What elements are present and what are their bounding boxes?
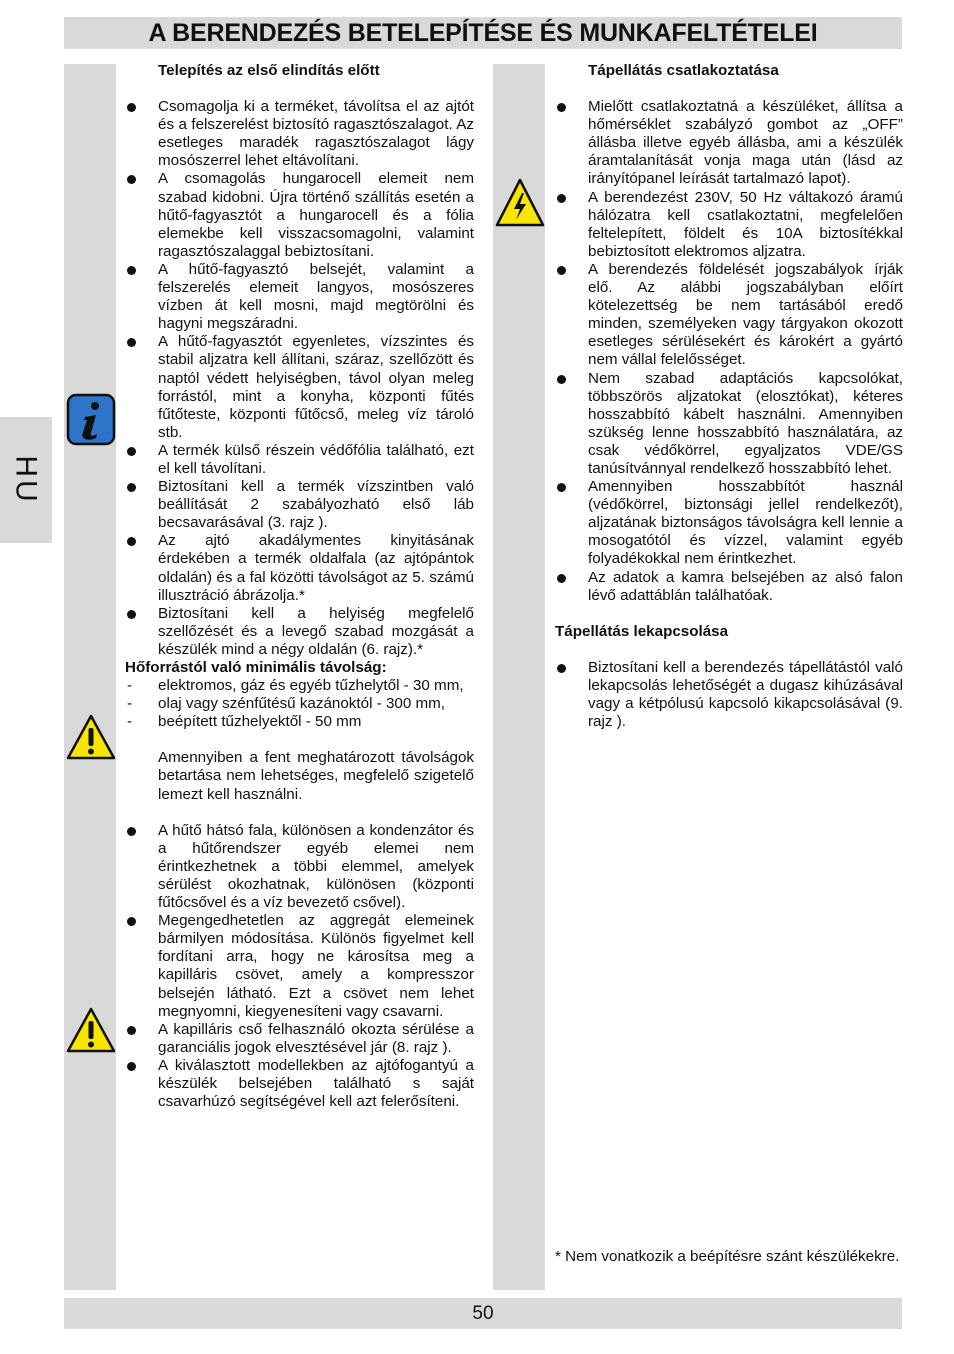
section-heading-power-disconnection: Tápellátás lekapcsolása <box>555 622 729 640</box>
page-number: 50 <box>472 1302 494 1324</box>
list-item: Az adatok a kamra belsejében az alsó falon lévő adattáblán találhatóak. <box>555 569 903 605</box>
list-item: A kapilláris cső felhasználó okozta sérülése a garanciális jogok elvesztésével jár (8. rajz ). <box>125 1021 474 1057</box>
list-item: Az ajtó akadálymentes kinyitásának érdekében a termék oldalfala (az ajtópántok oldalán) és a fal közötti távolságot az 5. számú illusztráció ábrázolja.* <box>125 532 474 604</box>
language-label: HU <box>10 455 43 505</box>
list-item: A termék külső részein védőfólia található, ezt el kell távolítani. <box>125 442 474 478</box>
right-column <box>555 62 903 731</box>
list-item: A berendezést 230V, 50 Hz váltakozó áramú hálózatra kell csatlakoztatni, megfelelően feltelepített, földelt és 10A biztosítékkal bebiztosított elektromos aljzatra. <box>555 189 903 261</box>
list-item: Mielőtt csatlakoztatná a készüléket, állítsa a hőmérséklet szabályzó gombot az „OFF” állásba illetve egyéb állásba, ami a készülék áramtalanítását vonja maga után (lásd az irányítópanel leírását tartalmazó lapot). <box>555 98 903 188</box>
list-item: Megengedhetetlen az aggregát elemeinek bármilyen módosítása. Különös figyelmet kell fordítani arra, hogy ne károsítsa meg a kapilláris csövet, amely a kompresszor belsején látható. Ezt a csövet nem lehet megnyomni, kiegyenesíteni vagy csavarni. <box>125 912 474 1021</box>
distance-heading: Hőforrástól való minimális távolság: <box>125 659 387 676</box>
left-column <box>125 62 474 1111</box>
list-item: A berendezés földelését jogszabályok írják elő. Az alábbi jogszabályban előírt kötelezettség be nem tartásából eredő minden, személyeken vagy tárgyakon okozott esetleges sérülésekért és károkért a gyártó nem vállal felelősséget. <box>555 261 903 370</box>
list-item: Amennyiben hosszabbítót használ (védőkörrel, biztonsági jellel rendelkezőt), aljzatának biztonságos távolságra kell lennie a mosogatótól és vízzel, valamint egyéb folyadékokkal nem érintkezhet. <box>555 478 903 568</box>
section-heading-installation: Telepítés az első elindítás előtt <box>158 62 380 79</box>
warning-icon <box>66 713 116 761</box>
page-header <box>64 17 902 49</box>
page-footer <box>64 1298 902 1329</box>
distance-item: - elektromos, gáz és egyéb tűzhelytől - 30 mm, <box>125 677 474 695</box>
warning-icon <box>66 1006 116 1054</box>
page-title: A BERENDEZÉS BETELEPÍTÉSE ÉS MUNKAFELTÉTELEI <box>148 18 818 47</box>
list-item: Nem szabad adaptációs kapcsolókat, többszörös aljzatokat (elosztókat), kéteres hosszabbító kábelt használni. Amennyiben szükség lenne hosszabbító használatára, az csak védőkörrel, egyaljzatos VDE/GS tanúsítvánnyal rendelkező hosszabbító lehet. <box>555 370 903 479</box>
distance-item: - olaj vagy szénfűtésű kazánoktól - 300 mm, <box>125 695 474 713</box>
right-gutter <box>493 64 545 1290</box>
language-tab <box>0 417 52 543</box>
distance-note: Amennyiben a fent meghatározott távolságok betartása nem lehetséges, megfelelő szigetelő lemezt kell használni. <box>158 749 474 803</box>
list-item: Biztosítani kell a berendezés tápellátástól való lekapcsolás lehetőségét a dugasz kihúzásával vagy a kétpólusú kapcsoló kikapcsolásával (9. rajz ). <box>555 659 903 731</box>
section-heading-power-connection: Tápellátás csatlakoztatása <box>588 62 779 79</box>
list-item: Biztosítani kell a helyiség megfelelő szellőzését és a levegő szabad mozgását a készülék mind a négy oldalán (6. rajz).* <box>125 605 474 659</box>
list-item: A kiválasztott modellekben az ajtófogantyú a készülék belsejében található s saját csavarhúzó segítségével kell azt felerősíteni. <box>125 1057 474 1111</box>
list-item: Biztosítani kell a termék vízszintben való beállítását 2 szabályozható első láb becsavarásával (3. rajz ). <box>125 478 474 532</box>
list-item: Csomagolja ki a terméket, távolítsa el az ajtót és a felszerelést biztosító ragasztószalagot. Az esetleges maradék ragasztószalagot lágy mosószerrel lehet eltávolítani. <box>125 98 474 170</box>
info-icon <box>66 393 116 446</box>
list-item: A hűtő-fagyasztó belsejét, valamint a felszerelés elemeit langyos, mosószeres vízben át kell mosni, majd megtörölni és hagyni megszáradni. <box>125 261 474 333</box>
list-item: A csomagolás hungarocell elemeit nem szabad kidobni. Újra történő szállítás esetén a hűtő-fagyasztót a hungarocell és a fólia elemekbe kell visszacsomagolni, valamint ragasztószalaggal bebiztosítani. <box>125 170 474 260</box>
list-item: A hűtő hátsó fala, különösen a kondenzátor és a hűtőrendszer egyéb elemei nem érintkezhetnek a többi elemmel, amelyek sérülést okozhatnak, különösen (központi fűtőcsővel és a víz bevezető csővel). <box>125 822 474 912</box>
left-gutter <box>64 64 116 1290</box>
electric-hazard-icon <box>495 177 545 229</box>
list-item: A hűtő-fagyasztót egyenletes, vízszintes és stabil aljzatra kell állítani, száraz, szellőzött és naptól védett helyiségben, távol olyan meleg forrástól, mint a konyha, központi fűtés fűtőteste, központi fűtőcső, meleg víz tároló stb. <box>125 333 474 442</box>
footnote: * Nem vonatkozik a beépítésre szánt készülékekre. <box>555 1248 900 1265</box>
distance-item: - beépített tűzhelyektől - 50 mm <box>125 713 474 731</box>
